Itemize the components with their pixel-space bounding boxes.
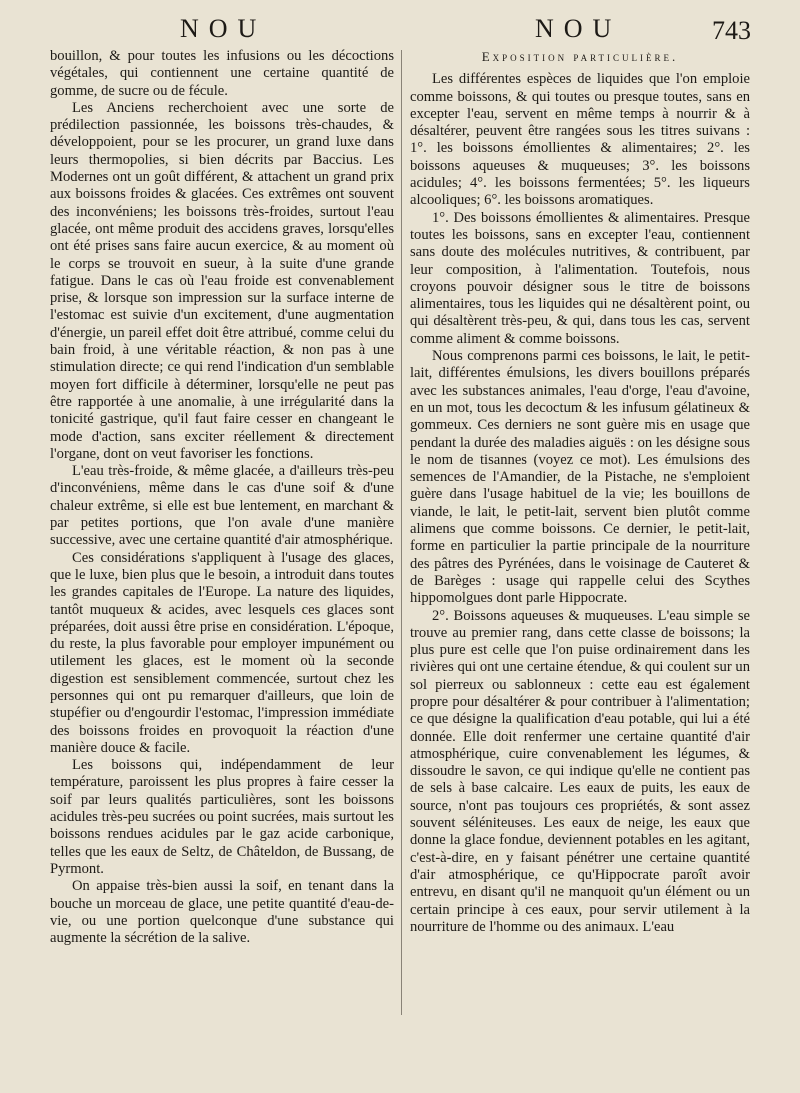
page-number: 743 <box>712 16 751 45</box>
left-column <box>50 48 394 947</box>
right-paragraph-1: Les différentes espèces de liquides que l'on emploie comme boissons, & qui toutes ou presque toutes, sans en excepter l'eau, servent en même temps à nourrir & à désaltérer, peuvent être rangées sous les titres suivans : 1°. les boissons émollientes & alimentaires; 2°. les boissons aqueuses & muqueuses; 3°. les boissons acidules; 4°. les boissons fermentées; 5°. les liqueurs alcooliques; 6°. les boissons aromatiques. <box>410 71 750 209</box>
running-head-right-word: NOU <box>535 14 622 43</box>
right-paragraph-3: Nous comprenons parmi ces boissons, le lait, le petit-lait, différentes émulsions, les divers bouillons préparés avec les substances animales, l'eau d'orge, l'eau d'avoine, en un mot, tous les decoctum & les infusum gélatineux & gommeux. Ces derniers ne sont guère mis en usage que pendant la durée des maladies aiguës : on les désigne sous le nom de tisannes (voyez ce mot). Les émulsions des semences de l'Amandier, de la Pistache, ne s'emploient guère dans l'usage habituel de la vie; les bouillons de viande, le lait, le petit-lait, servent bien plutôt comme alimens que comme boissons. Ce dernier, le petit-lait, forme en particulier la partie principale de la nourriture des pâtres des Pyrénées, dans le voisinage de Cauteret & de Barèges : usage qui rappelle celui des Scythes hippomolgues dont parle Hippocrate. <box>410 348 750 607</box>
left-paragraph-1: bouillon, & pour toutes les infusions ou les décoctions végétales, qui contiennent une certaine quantité de gomme, de sucre ou de fécule. <box>50 48 394 99</box>
left-paragraph-5: Les boissons qui, indépendamment de leur température, paroissent les plus propres à faire cesser la soif par leurs qualités particulières, sont les boissons acidules très-peu sucrées ou point sucrées, mais surtout les boissons rendues acidules par le gaz acide carbonique, telles que les eaux de Seltz, de Châteldon, de Bussang, de Pyrmont. <box>50 757 394 877</box>
right-paragraph-2: 1°. Des boissons émollientes & alimentaires. Presque toutes les boissons, sans en excepter l'eau, contiennent sans doute des molécules nutritives, & contribuent, par leur composition, à l'alimentation. Toutefois, nous croyons pouvoir désigner sous le titre de boissons alimentaires, tous les liquides qui ne désaltèrent point, ou qui désaltèrent très-peu, & qui, dans tous les cas, servent comme aliment & comme boissons. <box>410 209 750 347</box>
right-column <box>410 48 750 936</box>
left-paragraph-3: L'eau très-froide, & même glacée, a d'ailleurs très-peu d'inconvéniens, même dans le cas d'une soif & d'une chaleur extrême, si elle est bue lentement, en marchant & par petites portions, que l'on avale d'une manière successive, avec une certaine quantité d'air atmosphérique. <box>50 463 394 549</box>
left-paragraph-4: Ces considérations s'appliquent à l'usage des glaces, que le luxe, bien plus que le besoin, a introduit dans toutes les grandes capitales de l'Europe. La nature des liquides, tantôt muqueux & acides, avec lesquels ces glaces sont préparées, doit aussi être prise en considération. L'époque, du reste, la plus favorable pour employer impunément ou utilement les glaces, est le moment où la seconde digestion est sensiblement commencée, surtout chez les personnes qui ont pu remarquer d'ailleurs, que loin de stupéfier ou d'engourdir l'estomac, l'impression immédiate des boissons froides en provoquoit la réaction d'une manière douce & facile. <box>50 549 394 756</box>
section-title: Exposition particulière. <box>481 49 679 64</box>
running-head <box>0 14 800 48</box>
left-paragraph-6: On appaise très-bien aussi la soif, en tenant dans la bouche un morceau de glace, une petite quantité d'eau-de-vie, ou une portion quelconque d'une substance qui augmente la sécrétion de la salive. <box>50 878 394 947</box>
left-paragraph-2: Les Anciens recherchoient avec une sorte de prédilection passionnée, les boissons très-chaudes, & développoient, pour se les procurer, un grand luxe dans leurs thermopolies, si bien décrits par Baccius. Les Modernes ont un goût différent, & attachent un grand prix aux boissons froides & glacées. Ces extrêmes ont souvent des inconvéniens; les boissons très-froides, surtout l'eau glacée, ont même produit des accidens graves, lorsqu'elles ont été prises sans faire aucun exercice, & au moment où le corps se trouvoit en sueur, à la suite d'une grande fatigue. Dans le cas où l'eau froide est convenablement prise, & lorsque son impression sur la surface interne de l'estomac est suivie d'un excitement, d'une augmentation d'énergie, un pareil effet doit être attribué, comme celui du bain froid, à une véritable réaction, & non pas à une stimulation directe; ce qui rend l'indication d'un semblable moyen fort difficile à déterminer, lorsqu'elle ne peut pas être rapportée à une anomalie, à une irrégularité dans la tonicité gastrique, qu'il faut faire cesser en changeant le mode d'action, sans exciter réellement & directement l'organe, dont on veut favoriser les fonctions. <box>50 99 394 462</box>
column-divider <box>401 50 402 1015</box>
right-paragraph-4: 2°. Boissons aqueuses & muqueuses. L'eau simple se trouve au premier rang, dans cette classe de boissons; la plus pure est celle que l'on puise ordinairement dans les rivières qui ont une certaine étendue, & qui coulent sur un sol pierreux ou sablonneux : cette eau est également propre pour désaltérer & pour contribuer à l'alimentation; ce que désigne la qualification d'eau potable, qui lui a été donnée. Elle doit renfermer une certaine quantité d'air atmosphérique, cuire convenablement les légumes, & dissoudre le savon, ce qui indique qu'elle ne contient pas de sels à base calcaire. Les eaux de puits, les eaux de source, n'ont pas toujours ces propriétés, & sont assez souvent séléniteuses. Les eaux de neige, les eaux que donne la glace fondue, deviennent potables en les agitant, c'est-à-dire, en y faisant pénétrer une certaine quantité d'air atmosphérique, ce qu'Hippocrate paroît avoir entrevu, en disant qu'il ne manquoit qu'un élément ou un certain principe à ces eaux, pour servir utilement à la nourriture de l'homme ou des animaux. L'eau <box>410 607 750 935</box>
running-head-left-word: NOU <box>180 14 267 43</box>
